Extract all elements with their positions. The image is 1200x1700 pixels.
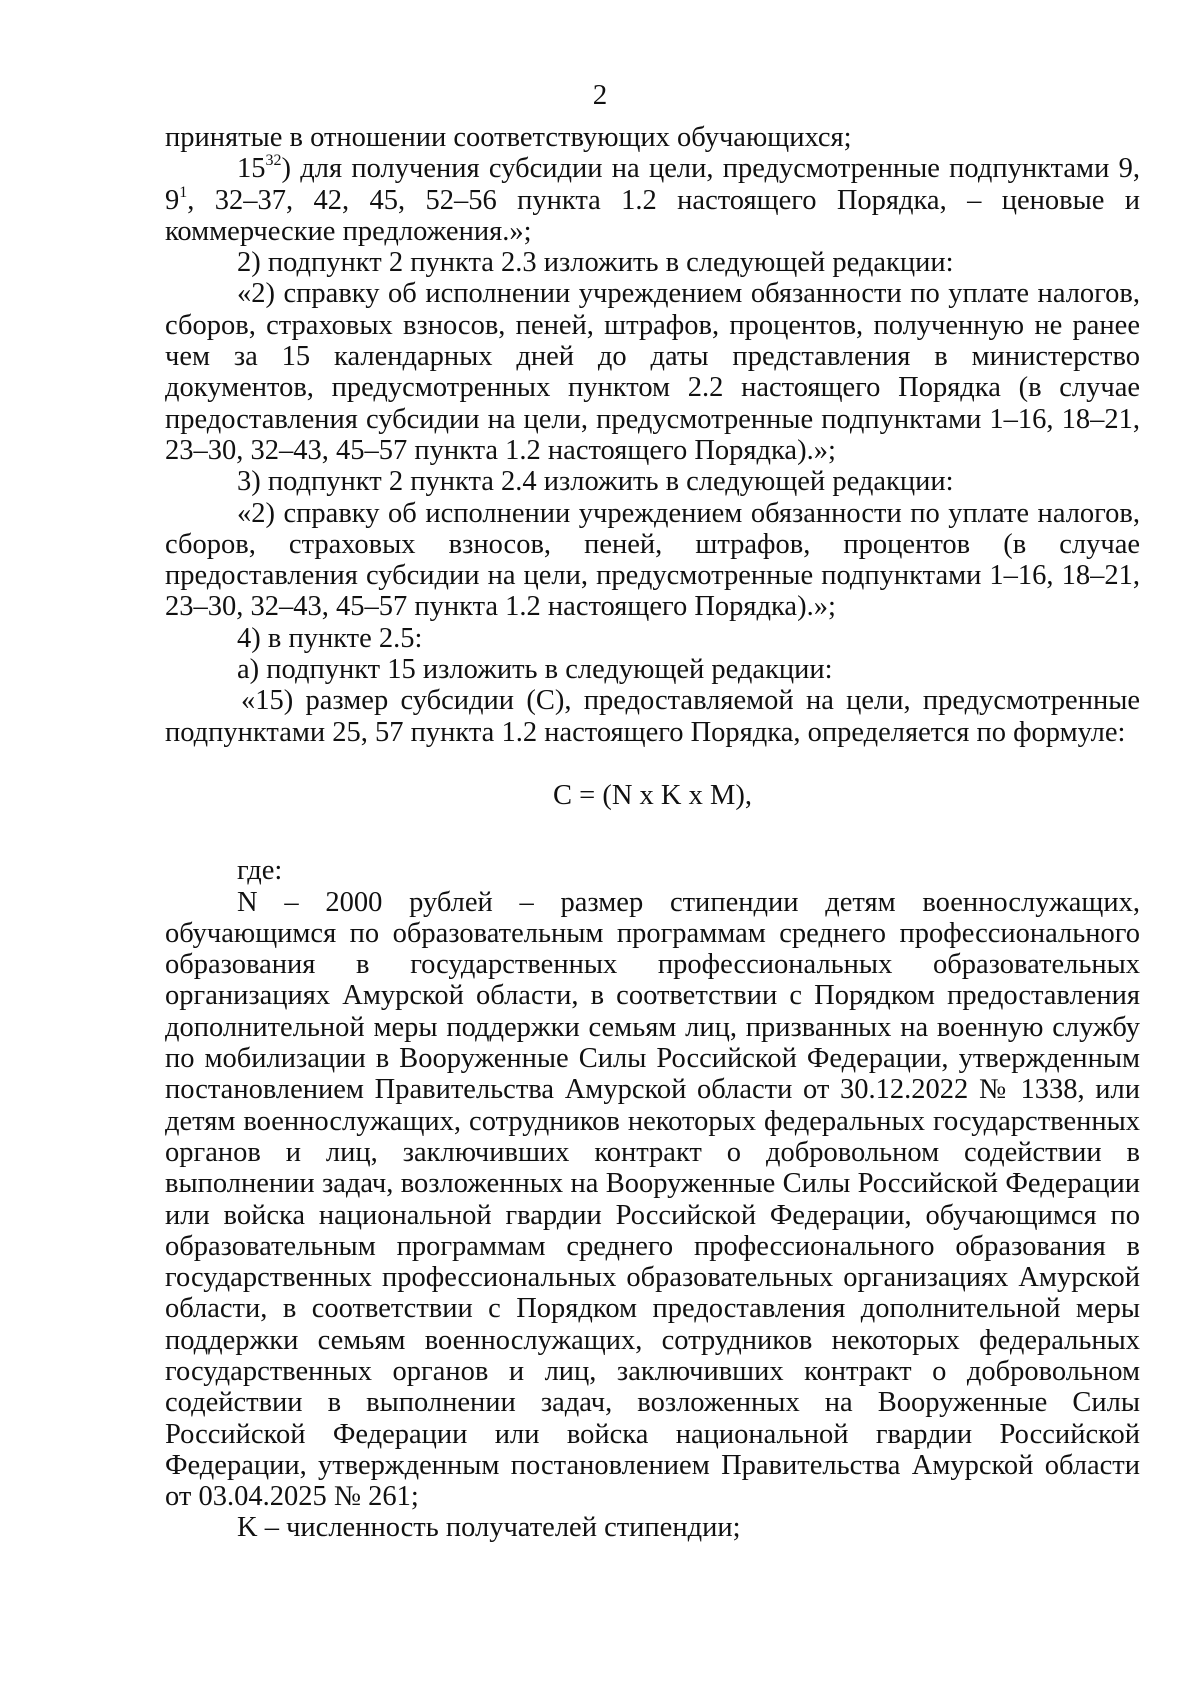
paragraph-where: где: [237, 855, 283, 887]
paragraph-item-15-32 [165, 153, 1140, 247]
page-number: 2 [592, 79, 608, 111]
paragraph-6: «2) справку об исполнении учреждением обязанности по уплате налогов, сборов, страховых взносов, пеней, штрафов, процентов (в случае предоставления субсидии на цели, предусмотренные подпунктами 1–16, 18–21, 23–30, 32–43, 45–57 пункта 1.2 настоящего Порядка).»; [165, 497, 1140, 623]
paragraph-8: а) подпункт 15 изложить в следующей редакции: [237, 654, 833, 686]
paragraph-7: 4) в пункте 2.5: [237, 622, 423, 654]
formula: С = (N x K x M), [553, 779, 752, 811]
paragraph-3: 2) подпункт 2 пункта 2.3 изложить в следующей редакции: [237, 247, 954, 279]
paragraph-1: принятые в отношении соответствующих обучающихся; [165, 122, 852, 153]
item-superscript: 32 [265, 152, 282, 170]
document-body [165, 122, 1140, 1544]
item-text: ) для получения субсидии на цели, предусмотренные подпунктами 9, 9 [165, 153, 1140, 216]
paragraph-k-definition: K – численность получателей стипендии; [237, 1512, 741, 1544]
item-text-2: , 32–37, 42, 45, 52–56 пункта 1.2 настоящего Порядка, – ценовые и коммерческие предложения.»; [165, 184, 1140, 247]
item-superscript-2: 1 [179, 183, 188, 201]
paragraph-4: «2) справку об исполнении учреждением обязанности по уплате налогов, сборов, страховых взносов, пеней, штрафов, процентов, полученную не ранее чем за 15 календарных дней до даты представления в министерство документов, предусмотренных пунктом 2.2 настоящего Порядка (в случае предоставления субсидии на цели, предусмотренные подпунктами 1–16, 18–21, 23–30, 32–43, 45–57 пункта 1.2 настоящего Порядка).»; [165, 278, 1140, 466]
item-number: 15 [237, 153, 266, 185]
paragraph-5: 3) подпункт 2 пункта 2.4 изложить в следующей редакции: [237, 466, 954, 498]
paragraph-9: «15) размер субсидии (С), предоставляемой на цели, предусмотренные подпунктами 25, 57 пункта 1.2 настоящего Порядка, определяется по формуле: [165, 685, 1140, 748]
paragraph-n-definition: N – 2000 рублей – размер стипендии детям военнослужащих, обучающимся по образовательным программам среднего профессионального образования в государственных профессиональных образовательных организациях Амурской области, в соответствии с Порядком предоставления дополнительной меры поддержки семьям лиц, призванных на военную службу по мобилизации в Вооруженные Силы Российской Федерации, утвержденным постановлением Правительства Амурской области от 30.12.2022 № 1338, или детям военнослужащих, сотрудников некоторых федеральных государственных органов и лиц, заключивших контракт о добровольном содействии в выполнении задач, возложенных на Вооруженные Силы Российской Федерации или войска национальной гвардии Российской Федерации, обучающимся по образовательным программам среднего профессионального образования в государственных профессиональных образовательных организациях Амурской области, в соответствии с Порядком предоставления дополнительной меры поддержки семьям военнослужащих, сотрудников некоторых федеральных государственных органов и лиц, заключивших контракт о добровольном содействии в выполнении задач, возложенных на Вооруженные Силы Российской Федерации или войска национальной гвардии Российской Федерации, утвержденным постановлением Правительства Амурской области от 03.04.2025 № 261; [165, 886, 1140, 1513]
